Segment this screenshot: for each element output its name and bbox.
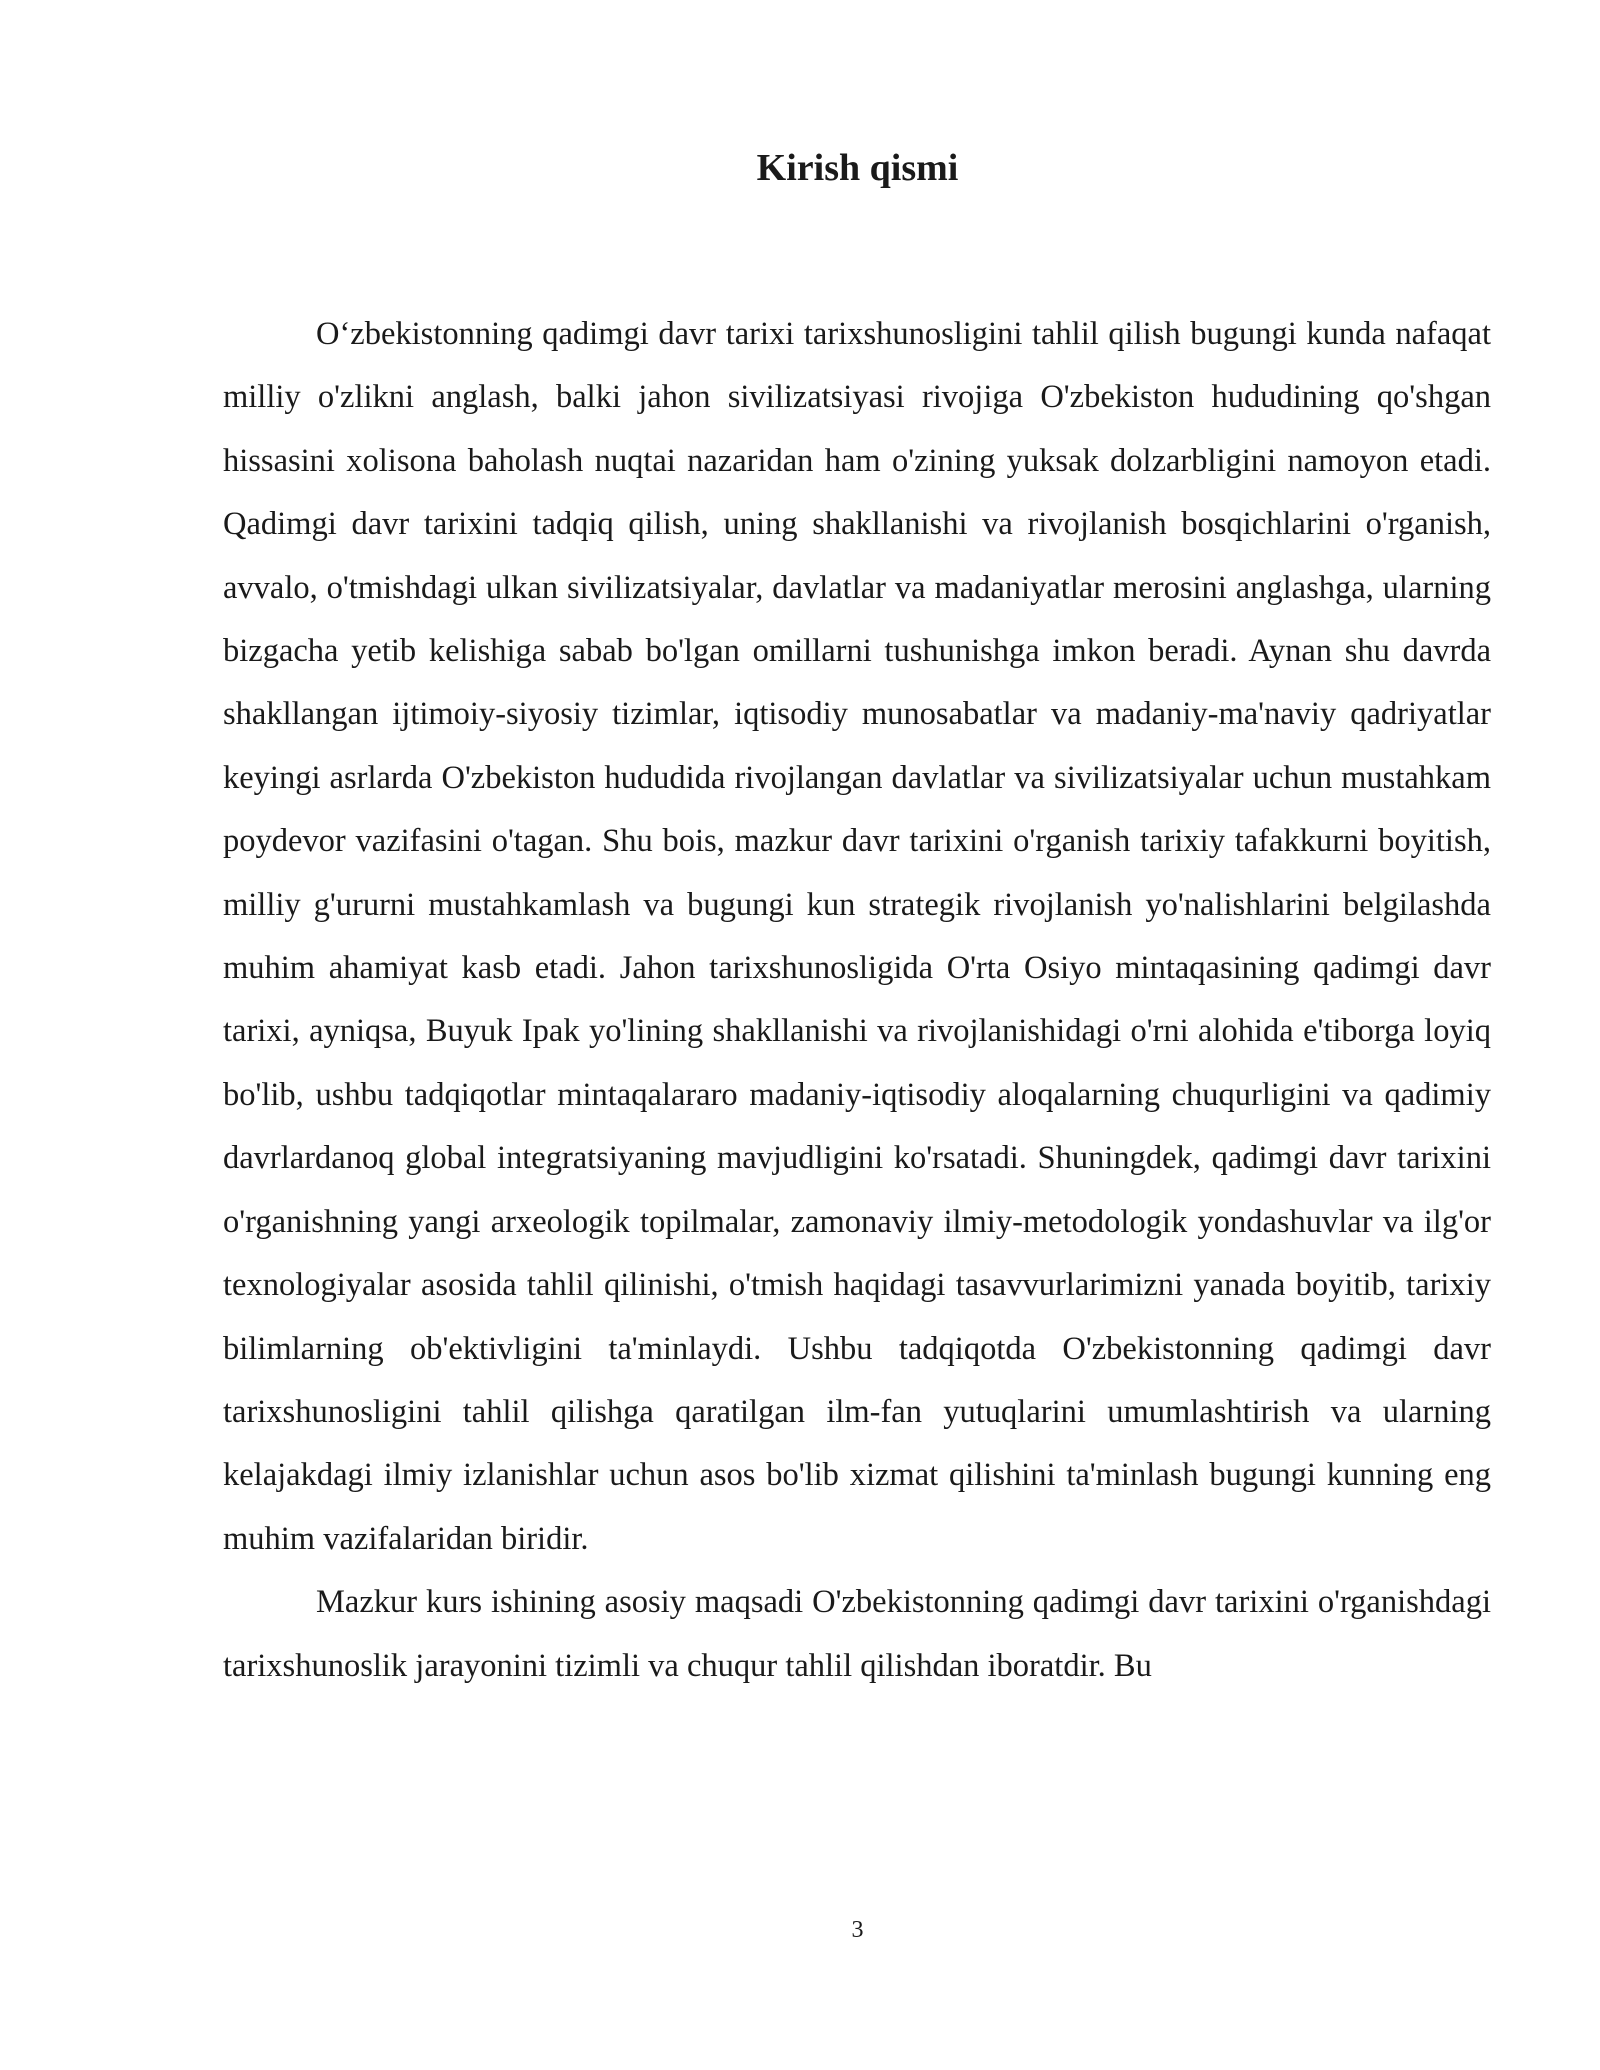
body-text	[223, 303, 1491, 1698]
page-number: 3	[851, 1917, 864, 1943]
paragraph: Mazkur kurs ishining asosiy maqsadi O'zbekistonning qadimgi davr tarixini o'rganishdagi tarixshunoslik jarayonini tizimli va chuqur tahlil qilishdan iboratdir. Bu	[223, 1584, 1491, 1684]
paragraph: O‘zbekistonning qadimgi davr tarixi tarixshunosligini tahlil qilish bugungi kunda nafaqat milliy o'zlikni anglash, balki jahon sivilizatsiyasi rivojiga O'zbekiston hududining qo'shgan hissasini xolisona baholash nuqtai nazaridan ham o'zining yuksak dolzarbligini namoyon etadi. Qadimgi davr tarixini tadqiq qilish, uning shakllanishi va rivojlanish bosqichlarini o'rganish, avvalo, o'tmishdagi ulkan sivilizatsiyalar, davlatlar va madaniyatlar merosini anglashga, ularning bizgacha yetib kelishiga sabab bo'lgan omillarni tushunishga imkon beradi. Aynan shu davrda shakllangan ijtimoiy-siyosiy tizimlar, iqtisodiy munosabatlar va madaniy-ma'naviy qadriyatlar keyingi asrlarda O'zbekiston hududida rivojlangan davlatlar va sivilizatsiyalar uchun mustahkam poydevor vazifasini o'tagan. Shu bois, mazkur davr tarixini o'rganish tarixiy tafakkurni boyitish, milliy g'ururni mustahkamlash va bugungi kun strategik rivojlanish yo'nalishlarini belgilashda muhim ahamiyat kasb etadi. Jahon tarixshunosligida O'rta Osiyo mintaqasining qadimgi davr tarixi, ayniqsa, Buyuk Ipak yo'lining shakllanishi va rivojlanishidagi o'rni alohida e'tiborga loyiq bo'lib, ushbu tadqiqotlar mintaqalararo madaniy-iqtisodiy aloqalarning chuqurligini va qadimiy davrlardanoq global integratsiyaning mavjudligini ko'rsatadi. Shuningdek, qadimgi davr tarixini o'rganishning yangi arxeologik topilmalar, zamonaviy ilmiy-metodologik yondashuvlar va ilg'or texnologiyalar asosida tahlil qilinishi, o'tmish haqidagi tasavvurlarimizni yanada boyitib, tarixiy bilimlarning ob'ektivligini ta'minlaydi. Ushbu tadqiqotda O'zbekistonning qadimgi davr tarixshunosligini tahlil qilishga qaratilgan ilm-fan yutuqlarini umumlashtirish va ularning kelajakdagi ilmiy izlanishlar uchun asos bo'lib xizmat qilishini ta'minlash bugungi kunning eng muhim vazifalaridan biridir.	[223, 316, 1491, 1557]
page-title: Kirish qismi	[756, 147, 959, 189]
